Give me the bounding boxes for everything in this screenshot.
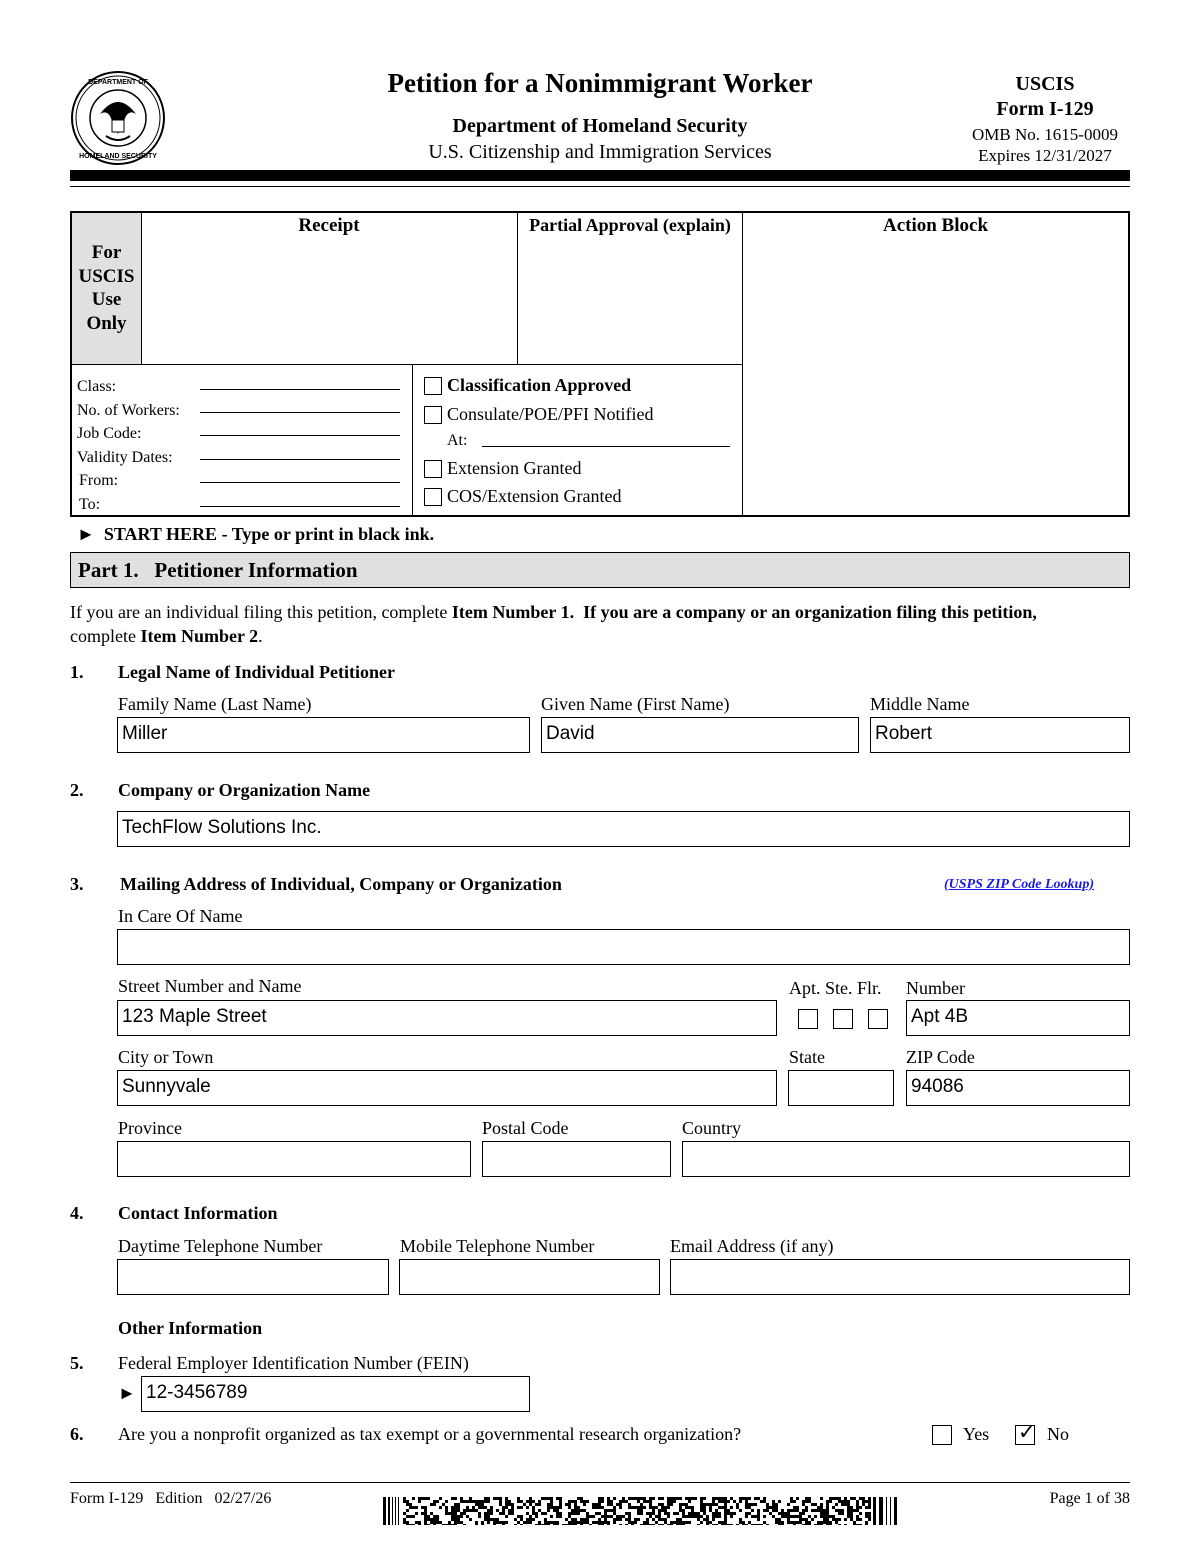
country-input[interactable]: [682, 1141, 1130, 1177]
class-label: Class:: [77, 378, 117, 395]
form-title: Petition for a Nonimmigrant Worker: [387, 68, 813, 98]
at-line: [482, 446, 730, 447]
part1-title: Part 1. Petitioner Information: [78, 558, 358, 582]
workers-label: No. of Workers:: [77, 401, 180, 419]
nonprofit-yes-label: Yes: [963, 1424, 990, 1444]
check-mark-icon: ✓: [1018, 1420, 1036, 1444]
fein-arrow-icon: ►: [118, 1383, 136, 1403]
classification-approved-label: Classification Approved: [447, 375, 632, 395]
consulate-notified-checkbox[interactable]: [424, 406, 442, 424]
footer-rule: [70, 1482, 1130, 1483]
agency-name: U.S. Citizenship and Immigration Services: [428, 141, 772, 163]
dhs-seal: [70, 70, 166, 166]
item2-number: 2.: [70, 780, 84, 800]
family-name-input[interactable]: Miller: [117, 717, 530, 753]
part1-intro: If you are an individual filing this petition, complete Item Number 1. If you are a company or an organization filing this petition, complete Item Number 2.: [70, 602, 1037, 646]
zip-label: ZIP Code: [906, 1047, 975, 1067]
consulate-notified-label: Consulate/POE/PFI Notified: [447, 404, 654, 424]
office-left-labels: [77, 375, 180, 516]
other-information-heading: Other Information: [118, 1318, 263, 1338]
flr-checkbox[interactable]: [868, 1009, 888, 1029]
nonprofit-no-checkbox[interactable]: [1015, 1420, 1036, 1445]
care-of-input[interactable]: [117, 929, 1130, 965]
cos-extension-checkbox[interactable]: [424, 488, 442, 506]
state-label: State: [789, 1047, 825, 1067]
form-number: Form I-129: [996, 98, 1094, 120]
nonprofit-question: Are you a nonprofit organized as tax exempt or a governmental research organization?: [118, 1424, 742, 1444]
number-label: Number: [906, 978, 965, 998]
item5-number: 5.: [70, 1353, 84, 1373]
item4-number: 4.: [70, 1203, 84, 1223]
item1-heading: Legal Name of Individual Petitioner: [118, 662, 395, 682]
omb-number: OMB No. 1615-0009: [972, 125, 1118, 144]
given-name-label: Given Name (First Name): [541, 694, 730, 714]
extension-granted-label: Extension Granted: [447, 458, 582, 478]
item2-heading: Company or Organization Name: [118, 780, 371, 800]
expiration-date: Expires 12/31/2027: [978, 146, 1112, 165]
cos-extension-label: COS/Extension Granted: [447, 486, 622, 506]
header-rule-thin: [70, 186, 1130, 187]
at-label: At:: [447, 432, 468, 449]
mobile-phone-label: Mobile Telephone Number: [400, 1236, 595, 1256]
nonprofit-no-label: No: [1047, 1424, 1069, 1444]
province-input[interactable]: [117, 1141, 471, 1177]
apt-ste-flr-label: Apt. Ste. Flr.: [789, 978, 882, 998]
start-here-instruction: ► START HERE - Type or print in black ink.: [77, 524, 435, 544]
svg-text:HOMELAND SECURITY: HOMELAND SECURITY: [79, 153, 157, 160]
receipt-heading: Receipt: [298, 215, 360, 236]
postal-code-label: Postal Code: [482, 1118, 569, 1138]
page-number: Page 1 of 38: [1049, 1490, 1130, 1507]
family-name-label: Family Name (Last Name): [118, 694, 312, 714]
mobile-phone-input[interactable]: [399, 1259, 660, 1295]
nonprofit-yes-checkbox[interactable]: [932, 1425, 952, 1445]
action-block-heading: Action Block: [882, 215, 989, 236]
office-use-side-label: For USCIS Use Only: [78, 242, 135, 334]
email-input[interactable]: [670, 1259, 1130, 1295]
fein-input[interactable]: 12-3456789: [141, 1376, 530, 1412]
daytime-phone-input[interactable]: [117, 1259, 389, 1295]
extension-granted-checkbox[interactable]: [424, 460, 442, 478]
item4-heading: Contact Information: [118, 1203, 278, 1223]
item1-number: 1.: [70, 662, 84, 682]
given-name-input[interactable]: David: [541, 717, 859, 753]
svg-text:DEPARTMENT OF: DEPARTMENT OF: [88, 79, 148, 86]
email-label: Email Address (if any): [670, 1236, 834, 1256]
item6-number: 6.: [70, 1424, 84, 1444]
apt-checkbox[interactable]: [798, 1009, 818, 1029]
daytime-phone-label: Daytime Telephone Number: [118, 1236, 323, 1256]
city-input[interactable]: Sunnyvale: [117, 1070, 777, 1106]
footer-form-edition: Form I-129 Edition 02/27/26: [70, 1490, 272, 1507]
apt-number-input[interactable]: Apt 4B: [906, 1000, 1130, 1036]
from-line: [200, 482, 400, 483]
street-label: Street Number and Name: [118, 976, 302, 996]
department-name: Department of Homeland Security: [452, 115, 748, 137]
job-code-label: Job Code:: [77, 425, 142, 442]
item3-number: 3.: [70, 874, 84, 894]
middle-name-input[interactable]: Robert: [870, 717, 1130, 753]
workers-line: [200, 412, 400, 413]
start-arrow-icon: ►: [77, 524, 95, 544]
fein-label: Federal Employer Identification Number (FEIN): [118, 1353, 469, 1373]
to-line: [200, 506, 400, 507]
classification-approved-checkbox[interactable]: [424, 377, 442, 395]
ste-checkbox[interactable]: [833, 1009, 853, 1029]
city-label: City or Town: [118, 1047, 214, 1067]
lower-left-divider: [412, 364, 413, 515]
middle-name-label: Middle Name: [870, 694, 970, 714]
country-label: Country: [682, 1118, 742, 1138]
postal-code-input[interactable]: [482, 1141, 671, 1177]
header-rule-thick: [70, 170, 1130, 181]
company-name-input[interactable]: TechFlow Solutions Inc.: [117, 811, 1130, 847]
validity-label: Validity Dates:: [77, 448, 173, 466]
office-row-divider: [72, 364, 742, 365]
state-select[interactable]: [788, 1070, 894, 1106]
care-of-label: In Care Of Name: [118, 906, 243, 926]
action-block-divider: [742, 213, 743, 515]
barcode: [383, 1497, 900, 1525]
usps-zip-lookup-link[interactable]: (USPS ZIP Code Lookup): [944, 877, 1094, 892]
province-label: Province: [118, 1118, 182, 1138]
validity-line: [200, 459, 400, 460]
uscis-label: USCIS: [1015, 73, 1075, 95]
street-input[interactable]: 123 Maple Street: [117, 1000, 777, 1036]
job-code-line: [200, 435, 400, 436]
from-label: From:: [79, 472, 119, 489]
item3-heading: Mailing Address of Individual, Company or Organization: [120, 874, 562, 894]
zip-code-input[interactable]: 94086: [906, 1070, 1130, 1106]
to-label: To:: [79, 495, 101, 513]
class-line: [200, 389, 400, 390]
partial-approval-heading: Partial Approval (explain): [529, 215, 731, 235]
